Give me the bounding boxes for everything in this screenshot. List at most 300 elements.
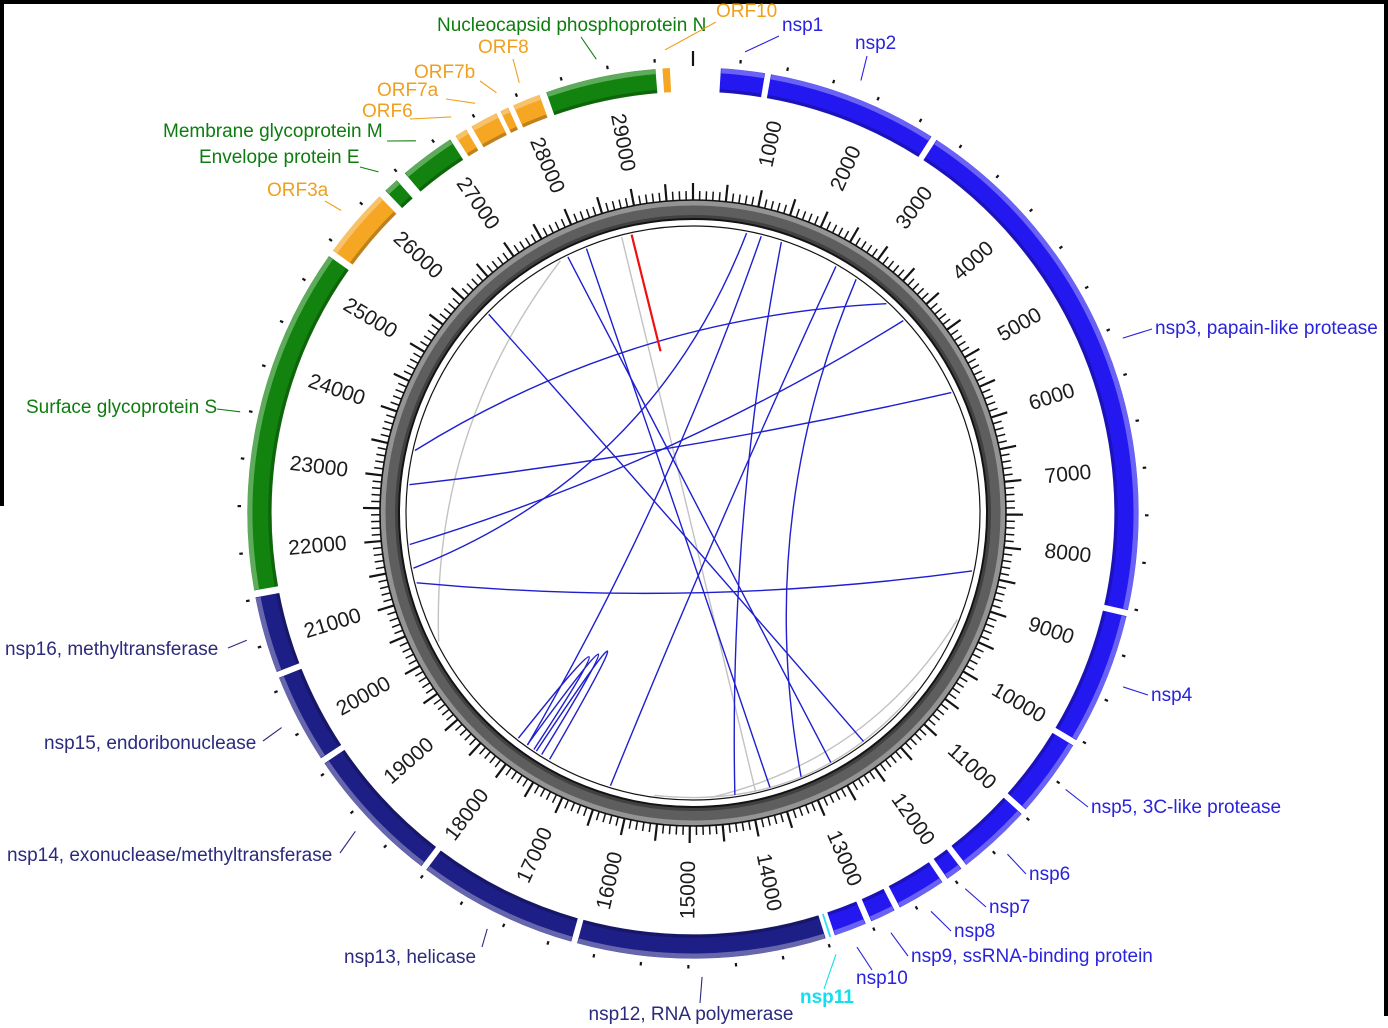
- minor-tick: [836, 792, 840, 800]
- minor-tick: [376, 567, 385, 569]
- minor-tick: [891, 756, 897, 763]
- minor-tick: [512, 772, 517, 779]
- gene-label-ORF7b: ORF7b: [414, 62, 476, 83]
- minor-tick: [406, 654, 414, 658]
- gene-label-ORF3a: ORF3a: [267, 180, 329, 201]
- major-tick: [390, 636, 406, 643]
- minor-tick: [922, 293, 929, 299]
- minor-tick: [514, 245, 519, 252]
- minor-tick: [372, 535, 381, 536]
- major-tick: [726, 185, 728, 202]
- scale-ring-band: [390, 210, 997, 817]
- minor-tick: [993, 421, 1002, 424]
- outer-dot-tick: [384, 845, 386, 848]
- minor-tick: [520, 242, 525, 250]
- minor-tick: [477, 274, 483, 281]
- major-tick: [991, 412, 1007, 417]
- major-tick: [999, 580, 1016, 584]
- minor-tick: [992, 605, 1001, 608]
- outer-dot-tick: [1085, 287, 1088, 289]
- gene-leader-nsp5: [1066, 789, 1088, 807]
- minor-tick: [390, 618, 398, 621]
- gene-label-ORF8: ORF8: [478, 37, 529, 58]
- tick-label-1000: 1000: [754, 118, 787, 170]
- outer-dot-tick: [516, 93, 517, 96]
- minor-tick: [956, 683, 964, 688]
- minor-tick: [969, 660, 977, 664]
- minor-tick: [1003, 467, 1012, 468]
- minor-tick: [777, 203, 779, 212]
- gene-segment-nsp5: [1007, 732, 1074, 810]
- minor-tick: [422, 683, 430, 688]
- major-tick: [818, 800, 825, 816]
- gene-leader-nsp10: [857, 947, 872, 970]
- minor-tick: [498, 257, 503, 264]
- outer-dot-tick: [920, 119, 922, 122]
- minor-tick: [771, 201, 773, 210]
- minor-tick: [1000, 573, 1009, 575]
- minor-tick: [495, 760, 501, 767]
- minor-tick: [989, 408, 998, 411]
- tick-label-22000: 22000: [287, 531, 348, 560]
- minor-tick: [462, 288, 468, 294]
- outer-dot-tick: [394, 169, 396, 172]
- major-tick: [371, 439, 388, 443]
- major-tick: [787, 812, 792, 828]
- gene-segment-nsp14: [324, 749, 437, 867]
- minor-tick: [824, 797, 828, 805]
- minor-tick: [716, 825, 717, 834]
- outer-dot-tick: [321, 774, 324, 776]
- outer-dot-tick: [280, 321, 283, 322]
- outer-dot-tick: [262, 365, 265, 366]
- minor-tick: [383, 599, 392, 601]
- minor-tick: [858, 779, 863, 787]
- minor-tick: [749, 821, 751, 830]
- minor-tick: [540, 789, 544, 797]
- outer-dot-tick: [1135, 610, 1138, 611]
- minor-tick: [765, 200, 767, 209]
- minor-tick: [553, 795, 557, 803]
- gene-segment-ORF3a: [332, 196, 397, 265]
- minor-tick: [517, 775, 522, 783]
- minor-tick: [413, 353, 421, 357]
- tick-label-2000: 2000: [825, 142, 866, 195]
- tick-label-19000: 19000: [379, 733, 439, 789]
- minor-tick: [806, 805, 809, 813]
- tick-label-4000: 4000: [948, 236, 999, 285]
- minor-tick: [994, 599, 1003, 601]
- minor-tick: [951, 330, 958, 335]
- links-layer: [409, 233, 972, 797]
- gene-label-nsp13: nsp13, helicase: [344, 947, 477, 968]
- minor-tick: [565, 800, 569, 808]
- tick-label-9000: 9000: [1025, 612, 1077, 650]
- minor-tick: [480, 747, 486, 754]
- minor-tick: [864, 775, 869, 783]
- minor-tick: [905, 743, 911, 750]
- minor-tick: [465, 734, 471, 740]
- outer-dot-tick: [1107, 329, 1110, 330]
- gene-label-nsp6: nsp6: [1029, 864, 1071, 885]
- minor-tick: [580, 211, 583, 219]
- minor-tick: [1002, 560, 1011, 561]
- minor-tick: [506, 768, 511, 775]
- minor-tick: [372, 488, 381, 489]
- major-tick: [525, 782, 534, 797]
- minor-tick: [673, 192, 674, 201]
- minor-tick: [403, 648, 411, 652]
- minor-tick: [971, 365, 979, 369]
- major-tick: [378, 605, 394, 610]
- minor-tick: [974, 371, 982, 375]
- minor-tick: [841, 789, 845, 797]
- minor-tick: [393, 396, 401, 399]
- minor-tick: [652, 194, 653, 203]
- minor-tick: [593, 207, 596, 216]
- blue-link-0: [413, 233, 746, 568]
- gene-leader-E: [360, 167, 379, 172]
- minor-tick: [663, 825, 664, 834]
- gene-label-nsp8: nsp8: [954, 921, 996, 942]
- minor-tick: [995, 428, 1004, 430]
- gene-leader-nsp1: [745, 36, 779, 52]
- minor-tick: [833, 225, 837, 233]
- minor-tick: [447, 714, 454, 720]
- minor-tick: [898, 270, 904, 277]
- gene-leader-ORF6: [410, 117, 451, 119]
- minor-tick: [543, 228, 547, 236]
- tick-label-26000: 26000: [388, 226, 448, 284]
- tick-label-12000: 12000: [886, 788, 940, 850]
- gene-segment-nsp13: [426, 850, 579, 942]
- minor-tick: [485, 752, 491, 759]
- tick-label-27000: 27000: [451, 172, 504, 234]
- minor-tick: [915, 734, 921, 740]
- tick-label-21000: 21000: [301, 603, 364, 644]
- minor-tick: [440, 314, 447, 320]
- minor-tick: [396, 390, 404, 393]
- minor-tick: [935, 308, 942, 314]
- outer-dot-tick: [916, 906, 918, 909]
- gene-label-nsp16: nsp16, methyltransferase: [5, 639, 219, 660]
- minor-tick: [609, 815, 611, 824]
- gene-leader-ORF7a: [446, 99, 475, 103]
- outer-dot-tick: [1059, 246, 1062, 248]
- major-tick: [381, 406, 397, 412]
- minor-tick: [984, 396, 992, 399]
- minor-tick: [584, 807, 587, 815]
- gene-label-nsp4: nsp4: [1151, 685, 1193, 706]
- outer-dot-tick: [351, 811, 354, 813]
- tick-label-18000: 18000: [440, 784, 494, 845]
- minor-tick: [643, 822, 644, 831]
- minor-tick: [453, 298, 460, 304]
- minor-tick: [853, 782, 858, 790]
- major-tick: [588, 810, 593, 826]
- minor-tick: [888, 261, 894, 268]
- gene-leader-nsp3: [1123, 329, 1152, 338]
- tick-label-8000: 8000: [1043, 539, 1093, 568]
- minor-tick: [827, 222, 831, 230]
- minor-tick: [629, 820, 631, 829]
- major-tick: [723, 825, 725, 842]
- minor-tick: [719, 192, 720, 201]
- minor-tick: [812, 803, 815, 811]
- outer-dot-tick: [302, 279, 305, 281]
- minor-tick: [913, 284, 919, 290]
- minor-tick: [784, 205, 787, 214]
- gene-label-ORF7a: ORF7a: [377, 80, 439, 101]
- minor-tick: [885, 760, 891, 767]
- minor-tick: [394, 630, 402, 633]
- minor-tick: [444, 309, 451, 315]
- minor-tick: [815, 216, 818, 224]
- minor-tick: [374, 554, 383, 555]
- frame-border-top: [0, 0, 1388, 4]
- minor-tick: [937, 709, 944, 715]
- gene-leader-nsp2: [861, 56, 867, 80]
- minor-tick: [908, 279, 914, 286]
- outer-dot-tick: [503, 924, 504, 927]
- tick-label-29000: 29000: [606, 111, 640, 174]
- minor-tick: [799, 807, 802, 815]
- minor-tick: [492, 261, 498, 268]
- gene-leader-nsp11: [824, 954, 836, 989]
- major-tick: [405, 666, 420, 674]
- gene-leader-nsp6: [1007, 854, 1026, 874]
- minor-tick: [467, 284, 473, 290]
- minor-tick: [490, 756, 496, 763]
- blue-link-2: [734, 242, 781, 795]
- minor-tick: [455, 724, 462, 730]
- outer-dot-tick: [1123, 374, 1126, 375]
- tick-label-28000: 28000: [525, 133, 570, 197]
- outer-dot-tick: [1027, 818, 1030, 820]
- outer-dot-tick: [593, 954, 594, 957]
- outer-dot-tick: [1136, 420, 1139, 421]
- outer-dot-tick: [246, 601, 249, 602]
- major-tick: [963, 671, 978, 680]
- outer-dot-tick: [461, 902, 463, 905]
- outer-dot-tick: [274, 691, 277, 692]
- minor-tick: [373, 481, 382, 482]
- major-tick: [821, 212, 828, 228]
- minor-tick: [1005, 534, 1014, 535]
- tick-label-13000: 13000: [821, 827, 867, 890]
- minor-tick: [574, 214, 577, 222]
- blue-link-11: [586, 249, 769, 788]
- outer-dot-tick: [829, 944, 830, 947]
- minor-tick: [606, 203, 608, 212]
- minor-tick: [896, 752, 902, 759]
- minor-tick: [762, 818, 764, 827]
- minor-tick: [503, 253, 508, 260]
- outer-dot-tick: [547, 941, 548, 944]
- outer-dot-tick: [258, 647, 261, 648]
- minor-tick: [736, 823, 737, 832]
- blue-link-10: [568, 257, 831, 763]
- gene-segment-highlight: [502, 110, 509, 113]
- minor-tick: [941, 704, 948, 709]
- blue-link-4: [786, 279, 856, 776]
- gene-label-S: Surface glycoprotein S: [26, 397, 218, 418]
- blue-link-5: [415, 304, 886, 451]
- gene-label-nsp15: nsp15, endoribonuclease: [44, 733, 257, 754]
- minor-tick: [374, 468, 383, 469]
- minor-tick: [986, 624, 994, 627]
- minor-tick: [975, 648, 983, 652]
- major-tick: [429, 314, 443, 324]
- major-tick: [990, 612, 1006, 617]
- minor-tick: [1005, 488, 1014, 489]
- minor-tick: [966, 666, 974, 670]
- minor-tick: [933, 714, 940, 720]
- outer-dot-tick: [249, 411, 252, 412]
- tick-label-3000: 3000: [891, 182, 938, 234]
- minor-tick: [659, 193, 660, 202]
- outer-dot-tick: [1083, 742, 1086, 744]
- minor-tick: [910, 738, 916, 744]
- minor-tick: [982, 389, 990, 392]
- minor-tick: [378, 448, 387, 450]
- minor-tick: [997, 586, 1006, 588]
- minor-tick: [939, 314, 946, 320]
- minor-tick: [472, 279, 478, 286]
- minor-tick: [426, 688, 433, 693]
- blue-link-8: [417, 571, 972, 593]
- minor-tick: [386, 415, 395, 418]
- minor-tick: [442, 709, 449, 715]
- minor-tick: [961, 347, 969, 352]
- gene-label-nsp9: nsp9, ssRNA-binding protein: [911, 946, 1153, 967]
- minor-tick: [793, 810, 796, 819]
- blue-link-7: [409, 393, 951, 485]
- minor-tick: [616, 817, 618, 826]
- minor-tick: [880, 764, 885, 771]
- outer-dot-tick: [877, 97, 878, 100]
- major-tick: [445, 719, 458, 730]
- minor-tick: [375, 461, 384, 462]
- major-tick: [452, 288, 464, 300]
- minor-tick: [373, 548, 382, 549]
- minor-tick: [380, 586, 389, 588]
- major-tick: [533, 224, 541, 239]
- major-tick: [926, 293, 939, 304]
- tick-label-25000: 25000: [339, 293, 402, 344]
- minor-tick: [626, 198, 628, 207]
- minor-tick: [732, 194, 733, 203]
- minor-tick: [619, 200, 621, 209]
- outer-dot-tick: [1105, 700, 1108, 701]
- minor-tick: [838, 228, 842, 236]
- minor-tick: [872, 249, 877, 256]
- major-tick: [755, 820, 758, 837]
- minor-tick: [996, 434, 1005, 436]
- outer-dot-tick: [432, 140, 434, 143]
- minor-tick: [382, 428, 391, 430]
- major-tick: [947, 320, 961, 330]
- gene-leader-N: [581, 37, 596, 59]
- minor-tick: [549, 225, 553, 233]
- tick-label-24000: 24000: [305, 369, 369, 411]
- minor-tick: [943, 319, 950, 324]
- outer-dot-tick: [833, 80, 834, 83]
- gene-leader-ORF7b: [480, 81, 496, 93]
- outer-dot-tick: [473, 114, 475, 117]
- major-tick: [469, 743, 481, 755]
- gene-segment-nsp15: [278, 668, 341, 759]
- major-tick: [621, 818, 625, 835]
- gene-label-ORF10: ORF10: [716, 1, 778, 22]
- minor-tick: [1004, 474, 1013, 475]
- major-tick: [847, 785, 855, 800]
- minor-tick: [856, 238, 861, 246]
- gene-leader-ORF3a: [325, 201, 341, 211]
- major-tick: [477, 264, 488, 277]
- outer-dot-tick: [607, 66, 608, 69]
- minor-tick: [1001, 454, 1010, 456]
- gene-label-nsp2: nsp2: [855, 33, 897, 54]
- minor-tick: [523, 779, 528, 787]
- minor-tick: [952, 688, 959, 693]
- minor-tick: [883, 257, 888, 264]
- outer-dot-tick: [1030, 209, 1033, 211]
- minor-tick: [752, 197, 754, 206]
- gene-segment-ORF10: [662, 68, 672, 93]
- major-tick: [999, 446, 1016, 449]
- major-tick: [850, 227, 859, 242]
- major-tick: [496, 764, 506, 778]
- minor-tick: [428, 330, 435, 335]
- major-tick: [369, 574, 386, 577]
- minor-tick: [981, 636, 989, 640]
- minor-tick: [419, 677, 427, 682]
- minor-tick: [983, 630, 991, 633]
- major-tick: [665, 184, 666, 201]
- minor-tick: [432, 325, 439, 330]
- gene-label-N: Nucleocapsid phosphoprotein N: [437, 15, 707, 36]
- tick-label-11000: 11000: [943, 738, 1001, 795]
- minor-tick: [774, 815, 776, 824]
- minor-tick: [597, 812, 600, 821]
- tick-label-5000: 5000: [993, 303, 1046, 347]
- major-tick: [565, 209, 572, 225]
- minor-tick: [409, 660, 417, 664]
- tick-label-14000: 14000: [751, 851, 786, 914]
- minor-tick: [713, 192, 714, 201]
- minor-tick: [987, 402, 995, 405]
- minor-tick: [378, 580, 387, 582]
- tick-label-16000: 16000: [592, 849, 628, 912]
- scale-ring: [238, 51, 1149, 968]
- minor-tick: [867, 245, 872, 252]
- minor-tick: [998, 441, 1007, 443]
- gene-label-E: Envelope protein E: [199, 147, 360, 168]
- gene-label-M: Membrane glycoprotein M: [163, 121, 383, 142]
- outer-dot-tick: [959, 145, 961, 148]
- tick-label-17000: 17000: [512, 823, 558, 887]
- minor-tick: [781, 813, 784, 822]
- minor-tick: [729, 824, 730, 833]
- outer-dot-tick: [561, 77, 562, 80]
- major-tick: [631, 189, 634, 206]
- minor-tick: [384, 421, 393, 424]
- gene-leader-S: [217, 409, 240, 412]
- major-tick: [877, 246, 887, 260]
- minor-tick: [571, 803, 574, 811]
- minor-tick: [870, 771, 875, 778]
